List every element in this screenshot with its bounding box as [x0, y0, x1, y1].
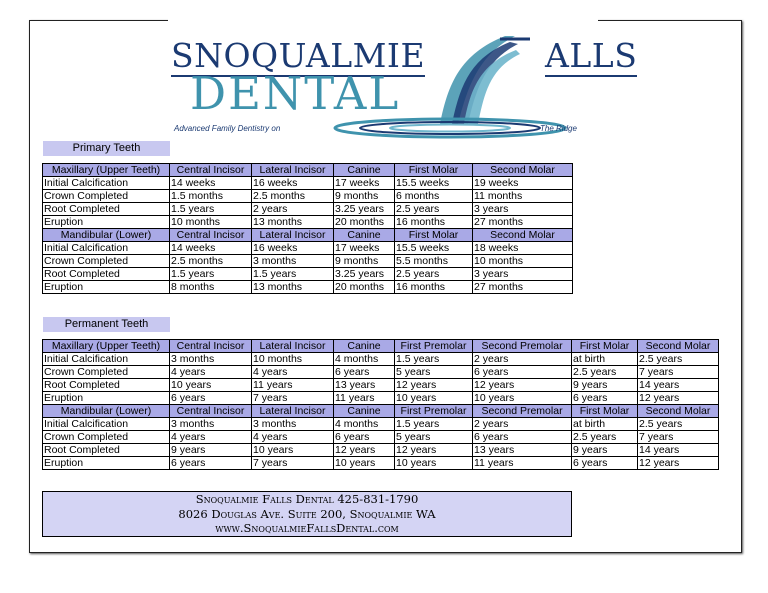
column-header: Second Molar — [638, 340, 719, 353]
table-cell: 5 years — [395, 366, 473, 379]
table-cell: 12 years — [334, 444, 395, 457]
contact-footer — [42, 491, 572, 537]
column-header: Second Premolar — [473, 405, 572, 418]
table-cell: 14 years — [638, 379, 719, 392]
row-group-label: Mandibular (Lower) — [43, 229, 170, 242]
table-cell: 15.5 weeks — [395, 242, 473, 255]
table-cell: 13 years — [334, 379, 395, 392]
table-cell: 16 weeks — [252, 242, 334, 255]
table-row — [43, 418, 719, 431]
table-cell: 3 months — [170, 418, 252, 431]
logo-dental-text: DENTAL — [190, 67, 401, 120]
table-cell: 4 years — [170, 431, 252, 444]
row-label: Crown Completed — [43, 366, 170, 379]
table-cell: 14 weeks — [170, 242, 252, 255]
table-cell: 14 years — [638, 444, 719, 457]
row-label: Root Completed — [43, 444, 170, 457]
table-cell: 16 months — [395, 216, 473, 229]
table-cell: 6 years — [170, 392, 252, 405]
table-cell: 13 months — [252, 281, 334, 294]
table-row — [43, 281, 573, 294]
footer-phone: Snoqualmie Falls Dental 425-831-1790 — [195, 492, 419, 506]
table-cell: 3 years — [473, 203, 573, 216]
column-header: Canine — [334, 229, 395, 242]
table-cell: 10 years — [252, 444, 334, 457]
table-cell: 6 years — [170, 457, 252, 470]
table-cell: 15.5 weeks — [395, 177, 473, 190]
table-cell: 10 months — [252, 353, 334, 366]
row-label: Initial Calcification — [43, 242, 170, 255]
table-row — [43, 177, 573, 190]
table-cell: 27 months — [473, 281, 573, 294]
table-row — [43, 268, 573, 281]
table-cell: 4 years — [252, 366, 334, 379]
row-group-label: Maxillary (Upper Teeth) — [43, 340, 170, 353]
row-label: Eruption — [43, 392, 170, 405]
table-cell: 2.5 years — [572, 431, 638, 444]
row-label: Eruption — [43, 216, 170, 229]
table-cell: 2 years — [252, 203, 334, 216]
row-label: Eruption — [43, 281, 170, 294]
column-header: First Molar — [395, 229, 473, 242]
table-cell: 27 months — [473, 216, 573, 229]
table-cell: 2.5 months — [252, 190, 334, 203]
row-label: Root Completed — [43, 379, 170, 392]
table-row — [43, 190, 573, 203]
row-label: Crown Completed — [43, 431, 170, 444]
table-cell: 2.5 years — [638, 418, 719, 431]
table-cell: at birth — [572, 418, 638, 431]
table-cell: 9 months — [334, 255, 395, 268]
table-row — [43, 392, 719, 405]
table-cell: 9 years — [572, 444, 638, 457]
column-header: Lateral Incisor — [252, 405, 334, 418]
table-cell: 2.5 years — [638, 353, 719, 366]
table-cell: 17 weeks — [334, 242, 395, 255]
table-cell: 6 years — [334, 366, 395, 379]
table-cell: 3 months — [252, 255, 334, 268]
table-cell: 1.5 months — [170, 190, 252, 203]
table-cell: 10 years — [334, 457, 395, 470]
waterfall-logo-icon — [330, 24, 570, 144]
table-cell: 9 years — [170, 444, 252, 457]
table-cell: 2.5 years — [395, 268, 473, 281]
table-cell: 1.5 years — [395, 418, 473, 431]
table-cell: 10 years — [170, 379, 252, 392]
table-cell: 18 weeks — [473, 242, 573, 255]
table-cell: 3.25 years — [334, 203, 395, 216]
row-label: Crown Completed — [43, 255, 170, 268]
table-cell: 4 months — [334, 353, 395, 366]
table-cell: 1.5 years — [395, 353, 473, 366]
table-cell: 3 months — [170, 353, 252, 366]
table-cell: 4 years — [170, 366, 252, 379]
column-header: Canine — [334, 164, 395, 177]
column-header: First Molar — [395, 164, 473, 177]
table-cell: 11 months — [473, 190, 573, 203]
column-header: Lateral Incisor — [252, 340, 334, 353]
logo-brand-left: SNOQUALMIE — [171, 36, 426, 75]
table-cell: 9 months — [334, 190, 395, 203]
table-cell: 7 years — [252, 457, 334, 470]
table-cell: 10 months — [170, 216, 252, 229]
table-cell: 1.5 years — [170, 268, 252, 281]
column-header: Canine — [334, 340, 395, 353]
column-header: Second Molar — [638, 405, 719, 418]
row-label: Initial Calcification — [43, 177, 170, 190]
table-cell: 6 years — [334, 431, 395, 444]
table-cell: 7 years — [638, 431, 719, 444]
table-row — [43, 203, 573, 216]
table-cell: 12 years — [395, 444, 473, 457]
table-cell: 12 years — [395, 379, 473, 392]
table-cell: 10 years — [473, 392, 572, 405]
table-cell: 6 years — [572, 457, 638, 470]
row-label: Crown Completed — [43, 190, 170, 203]
row-group-label: Maxillary (Upper Teeth) — [43, 164, 170, 177]
table-cell: 14 weeks — [170, 177, 252, 190]
table-row — [43, 457, 719, 470]
table-cell: 4 years — [252, 431, 334, 444]
table-cell: 11 years — [252, 379, 334, 392]
table-cell: 10 years — [395, 392, 473, 405]
table-cell: 6 months — [395, 190, 473, 203]
column-header: Second Molar — [473, 229, 573, 242]
primary-maxillary-header-row — [43, 164, 573, 177]
table-row — [43, 444, 719, 457]
table-row — [43, 379, 719, 392]
table-cell: 4 months — [334, 418, 395, 431]
table-cell: 9 years — [572, 379, 638, 392]
table-cell: 2.5 months — [170, 255, 252, 268]
table-cell: 3.25 years — [334, 268, 395, 281]
logo-brand-right: ALLS — [545, 36, 638, 75]
table-cell: 2 years — [473, 353, 572, 366]
column-header: Lateral Incisor — [252, 164, 334, 177]
column-header: Central Incisor — [170, 405, 252, 418]
column-header: Canine — [334, 405, 395, 418]
column-header: Central Incisor — [170, 340, 252, 353]
table-row — [43, 353, 719, 366]
table-cell: 12 years — [638, 457, 719, 470]
table-cell: 2.5 years — [572, 366, 638, 379]
table-cell: 20 months — [334, 216, 395, 229]
permanent-mandibular-header-row — [43, 405, 719, 418]
column-header: First Premolar — [395, 340, 473, 353]
column-header: Second Molar — [473, 164, 573, 177]
footer-address: 8026 Douglas Ave. Suite 200, Snoqualmie WA — [178, 506, 436, 521]
table-cell: 6 years — [572, 392, 638, 405]
column-header: Central Incisor — [170, 164, 252, 177]
primary-mandibular-header-row — [43, 229, 573, 242]
permanent-teeth-table — [42, 339, 719, 470]
table-cell: 1.5 years — [170, 203, 252, 216]
table-cell: at birth — [572, 353, 638, 366]
permanent-maxillary-header-row — [43, 340, 719, 353]
row-label: Root Completed — [43, 268, 170, 281]
permanent-teeth-label: Permanent Teeth — [43, 317, 170, 332]
column-header: First Molar — [572, 340, 638, 353]
table-cell: 12 years — [638, 392, 719, 405]
row-label: Eruption — [43, 457, 170, 470]
table-cell: 1.5 years — [252, 268, 334, 281]
table-cell: 7 years — [638, 366, 719, 379]
table-cell: 17 weeks — [334, 177, 395, 190]
table-cell: 10 months — [473, 255, 573, 268]
table-cell: 16 weeks — [252, 177, 334, 190]
logo-tagline: Advanced Family Dentistry on — [174, 124, 281, 133]
logo-ridge-text: The Ridge — [540, 124, 577, 133]
column-header: Lateral Incisor — [252, 229, 334, 242]
row-label: Initial Calcification — [43, 353, 170, 366]
table-cell: 5 years — [395, 431, 473, 444]
primary-teeth-label: Primary Teeth — [43, 141, 170, 156]
table-row — [43, 431, 719, 444]
primary-teeth-table — [42, 163, 573, 294]
table-cell: 2.5 years — [395, 203, 473, 216]
table-cell: 16 months — [395, 281, 473, 294]
table-cell: 20 months — [334, 281, 395, 294]
column-header: First Molar — [572, 405, 638, 418]
table-cell: 13 years — [473, 444, 572, 457]
table-cell: 6 years — [473, 431, 572, 444]
column-header: Second Premolar — [473, 340, 572, 353]
row-label: Root Completed — [43, 203, 170, 216]
table-cell: 6 years — [473, 366, 572, 379]
table-cell: 19 weeks — [473, 177, 573, 190]
table-row — [43, 216, 573, 229]
table-cell: 3 years — [473, 268, 573, 281]
footer-website-link[interactable]: www.SnoqualmieFallsDental.com — [215, 521, 399, 535]
table-row — [43, 366, 719, 379]
column-header: Central Incisor — [170, 229, 252, 242]
table-row — [43, 242, 573, 255]
row-label: Initial Calcification — [43, 418, 170, 431]
table-cell: 7 years — [252, 392, 334, 405]
table-cell: 13 months — [252, 216, 334, 229]
table-row — [43, 255, 573, 268]
table-cell: 8 months — [170, 281, 252, 294]
column-header: First Premolar — [395, 405, 473, 418]
table-cell: 11 years — [334, 392, 395, 405]
table-cell: 10 years — [395, 457, 473, 470]
table-cell: 11 years — [473, 457, 572, 470]
row-group-label: Mandibular (Lower) — [43, 405, 170, 418]
table-cell: 3 months — [252, 418, 334, 431]
table-cell: 5.5 months — [395, 255, 473, 268]
table-cell: 2 years — [473, 418, 572, 431]
table-cell: 12 years — [473, 379, 572, 392]
